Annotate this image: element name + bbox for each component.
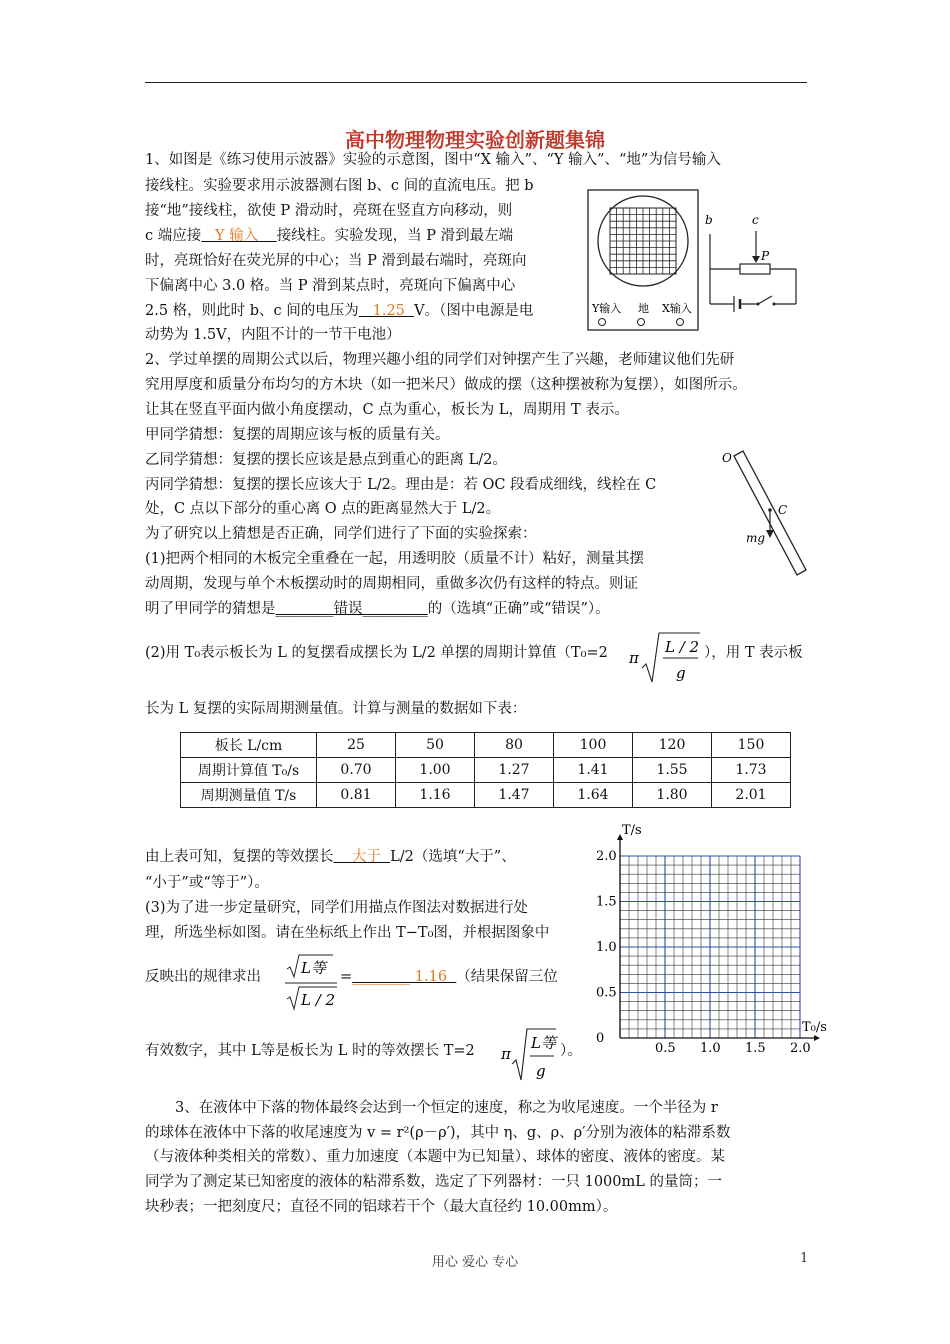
x-axis-arrow [814,1035,820,1041]
table-cell: 0.70 [317,758,396,783]
table-row [181,783,791,808]
q1-line-7-prefix: 2.5 格，则此时 b、c 间的电压为 [145,303,359,319]
label-o: O [722,451,732,465]
x-tick-label: 2.0 [790,1041,811,1056]
answer-y-input: Y 输入 [201,228,277,244]
q2-line-8: 为了研究以上猜想是否正确，同学们进行了下面的实验探索： [145,526,537,542]
x-tick-label: 1.0 [700,1041,721,1056]
y-tick-label: 0 [596,1031,605,1046]
table-cell: 1.64 [554,783,633,808]
q3-line-2: 的球体在液体中下落的收尾速度为 v = r²(ρ－ρ′)，其中 η、g、ρ、ρ′分别为液体的粘滞系数 [145,1125,731,1141]
page-footer: 用心 爱心 专心 [431,1255,519,1270]
ratio-formula [285,953,339,1013]
q2-line-11-suffix: 的（选填“正确”或“错误”）。 [427,601,610,617]
table-cell: 1.80 [633,783,712,808]
q2-line-11 [145,598,610,620]
q1-line-4 [145,225,513,247]
chart-xlabel: T₀/s [802,1020,827,1035]
q2-line-15: “小于”或“等于”）。 [145,875,269,891]
table-cell: 1.55 [633,758,712,783]
y-tick-label: 1.0 [596,940,617,955]
q1-line-2: 接线柱。实验要求用示波器测右图 b、c 间的直流电压。把 b [145,178,534,194]
y-tick-label: 2.0 [596,849,617,864]
table-cell: 1.47 [475,783,554,808]
answer-ratio: ________ 1.16 [352,969,457,985]
q2-line-12-suffix: ），用 T 表示板 [704,645,803,661]
table-cell: 120 [633,733,712,758]
table-cell: 1.73 [712,758,791,783]
t-vs-t0-chart [590,818,830,1058]
t-denominator: g [536,1062,546,1080]
table-cell: 1.41 [554,758,633,783]
q3-line-4: 同学为了测定某已知密度的液体的粘滞系数，选定了下列器材：一只 1000mL 的量筒；一 [145,1174,722,1190]
q2-line-10: 动周期，发现与单个木板摆动时的周期相同，重做多次仍有这样的特点。则证 [145,576,638,592]
t0-formula [628,630,702,686]
table-cell: 25 [317,733,396,758]
q2-line-14-prefix: 由上表可知，复摆的等效摆长 [145,849,334,865]
t0-numerator: L / 2 [665,638,700,656]
table-row [181,733,791,758]
pendulum-figure [718,448,814,580]
page-title: 高中物理物理实验创新题集锦 [345,128,605,152]
x-tick-label: 1.5 [745,1041,766,1056]
q1-line-5: 时，亮斑恰好在荧光屏的中心；当 P 滑到最右端时，亮斑向 [145,253,527,269]
ground-terminal [638,319,645,326]
q1-line-3: 接“地”接线柱，欲使 P 滑动时，亮斑在竖直方向移动，则 [145,203,513,219]
q2-line-3: 让其在竖直平面内做小角度摆动，C 点为重心，板长为 L，周期用 T 表示。 [145,402,629,418]
t-numerator: L等 [531,1034,556,1052]
q2-line-6: 丙同学猜想：复摆的摆长应该大于 L/2。理由是：若 OC 段看成细线，线栓在 C [145,477,657,493]
x-tick-label: 0.5 [655,1041,676,1056]
table-cell: 150 [712,733,791,758]
answer-greater: 大于 [333,849,391,865]
label-mg: mg [746,531,766,545]
ratio-numerator: L等 [301,959,326,977]
table-cell: 1.00 [396,758,475,783]
q2-line-19-prefix: 有效数字，其中 L等是板长为 L 时的等效摆长 T=2 [145,1043,475,1059]
q2-line-12-prefix: (2)用 T₀表示板长为 L 的复摆看成摆长为 L/2 单摆的周期计算值（T₀=2 [145,645,608,661]
table-cell: 50 [396,733,475,758]
q2-line-2: 究用厚度和质量分布均匀的方木块（如一把米尺）做成的摆（这种摆被称为复摆），如图所示。 [145,377,747,393]
label-ground: 地 [638,302,649,315]
pi-symbol-2: π [501,1045,511,1063]
q2-line-16: (3)为了进一步定量研究，同学们用描点作图法对数据进行处 [145,900,529,916]
data-table [180,732,791,808]
chart-grid [620,856,800,1038]
q1-line-4-prefix: c 端应接 [145,228,202,244]
q1-line-7 [145,300,533,322]
label-p: P [761,249,770,263]
table-cell: 周期计算值 T₀/s [181,758,317,783]
q2-line-18-prefix: 反映出的规律求出 [145,969,261,985]
header-rule [145,82,807,83]
q3-line-3: （与液体种类相关的常数）、重力加速度（本题中为已知量）、球体的密度、液体的密度。某 [145,1149,725,1165]
label-y-input: Y输入 [592,302,622,315]
q2-line-17: 理，所选坐标如图。请在坐标纸上作出 T−T₀图，并根据图象中 [145,925,550,941]
oscilloscope-figure [586,186,804,334]
ratio-denominator: L / 2 [301,991,336,1009]
q3-line-1: 3、在液体中下落的物体最终会达到一个恒定的速度，称之为收尾速度。一个半径为 r [175,1100,718,1116]
label-c: c [752,213,759,227]
q1-line-4-suffix: 接线柱。实验发现，当 P 滑到最左端 [276,228,514,244]
q2-line-7: 处，C 点以下部分的重心离 O 点的距离显然大于 L/2。 [145,501,501,517]
table-cell: 0.81 [317,783,396,808]
x-input-terminal [677,319,684,326]
table-cell: 周期测量值 T/s [181,783,317,808]
label-c-point: C [778,503,788,517]
table-cell: 1.16 [396,783,475,808]
chart-ticks [596,849,811,1056]
y-tick-label: 0.5 [596,985,617,1001]
answer-wrong: ________错误_________ [275,601,428,617]
equals-sign: = [340,969,353,985]
q1-line-7-suffix: V。（图中电源是电 [414,303,534,319]
q2-line-1: 2、学过单摆的周期公式以后，物理兴趣小组的同学们对钟摆产生了兴趣，老师建议他们先研 [145,352,735,368]
q3-line-5: 块秒表；一把刻度尺；直径不同的铝球若干个（最大直径约 10.00mm）。 [145,1199,618,1215]
q2-line-4: 甲同学猜想：复摆的周期应该与板的质量有关。 [145,427,450,443]
label-b: b [705,213,713,227]
chart-ylabel: T/s [622,823,642,838]
label-x-input: X输入 [662,302,692,315]
t-formula [500,1026,558,1084]
q1-line-6: 下偏离中心 3.0 格。当 P 滑到某点时，亮斑向下偏离中心 [145,278,516,294]
q2-line-5: 乙同学猜想：复摆的摆长应该是悬点到重心的距离 L/2。 [145,452,507,468]
q2-line-11-prefix: 明了甲同学的猜想是 [145,601,276,617]
table-cell: 100 [554,733,633,758]
q2-line-13: 长为 L 复摆的实际周期测量值。计算与测量的数据如下表： [145,701,527,717]
q2-line-18-suffix: （结果保留三位 [456,969,558,985]
table-cell: 板长 L/cm [181,733,317,758]
q2-line-18-rest [340,966,558,988]
table-cell: 80 [475,733,554,758]
t0-denominator: g [676,664,686,682]
q2-line-9: (1)把两个相同的木板完全重叠在一起，用透明胶（质量不计）粘好，测量其摆 [145,551,645,567]
page-number: 1 [800,1251,809,1266]
y-input-terminal [599,319,606,326]
q1-line-1: 1、如图是《练习使用示波器》实验的示意图，图中“X 输入”、“Y 输入”、“地”为信号输入 [145,152,721,168]
y-tick-label: 1.5 [596,894,617,910]
q2-line-14 [145,846,516,868]
q2-line-19-suffix: ）。 [560,1043,582,1059]
pi-symbol: π [629,649,639,667]
answer-voltage: 1.25 [358,303,415,319]
table-cell: 2.01 [712,783,791,808]
q2-line-14-suffix: L/2（选填“大于”、 [390,849,516,865]
q1-line-8: 动势为 1.5V，内阻不计的一节干电池） [145,327,401,343]
table-row [181,758,791,783]
table-cell: 1.27 [475,758,554,783]
